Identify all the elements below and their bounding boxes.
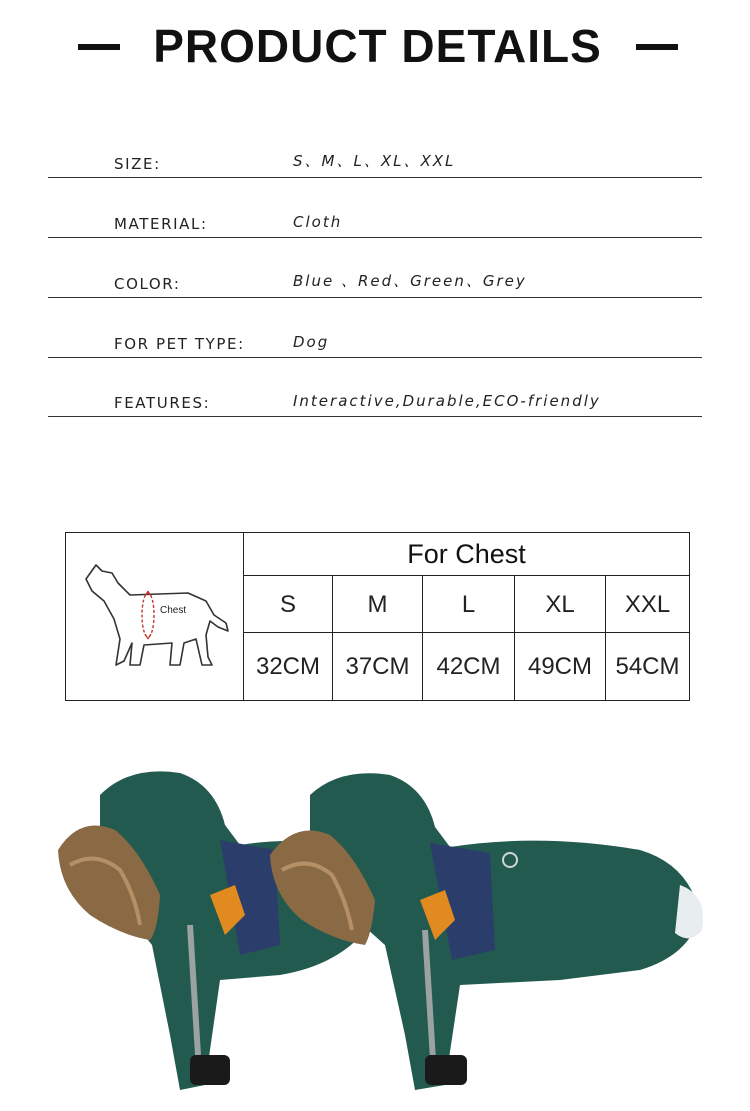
spec-label: MATERIAL: — [114, 215, 208, 233]
spec-row-features — [48, 357, 702, 417]
spec-value: Cloth — [293, 213, 343, 231]
chest-label: Chest — [160, 605, 187, 616]
spec-row-material — [48, 178, 702, 238]
size-cell: L — [423, 576, 515, 633]
spec-value: S、M、L、XL、XXL — [293, 152, 456, 170]
spec-label: COLOR: — [114, 275, 181, 293]
dog-diagram-cell — [66, 533, 244, 700]
measurement-cell: 49CM — [515, 633, 606, 700]
spec-label: FEATURES: — [114, 394, 211, 412]
title-section — [0, 18, 750, 74]
size-cell: M — [333, 576, 423, 633]
coat-right — [270, 773, 703, 1090]
spec-row-pet-type — [48, 298, 702, 358]
spec-value: Blue 、Red、Green、Grey — [293, 272, 527, 290]
measurement-cell: 32CM — [244, 633, 333, 700]
page-title: PRODUCT DETAILS — [153, 20, 602, 72]
spec-row-color — [48, 238, 702, 298]
size-chart-table — [65, 532, 690, 701]
title-dash-right — [636, 44, 678, 50]
chest-heading: For Chest — [244, 533, 689, 576]
measurement-cell: 42CM — [423, 633, 515, 700]
dog-coat-image — [40, 755, 710, 1100]
spec-label: SIZE: — [114, 155, 161, 173]
size-cell: S — [244, 576, 333, 633]
size-cell: XL — [515, 576, 606, 633]
measurement-cell: 37CM — [333, 633, 423, 700]
spec-value: Dog — [293, 333, 330, 351]
spec-label: FOR PET TYPE: — [114, 335, 245, 353]
measurement-cell: 54CM — [615, 653, 680, 680]
product-photo — [40, 755, 710, 1100]
spec-value: Interactive,Durable,ECO-friendly — [293, 392, 601, 410]
spec-row-size — [48, 118, 702, 178]
title-dash-left — [78, 44, 120, 50]
size-cell: XXL — [606, 576, 689, 633]
dog-silhouette-icon — [78, 561, 234, 673]
